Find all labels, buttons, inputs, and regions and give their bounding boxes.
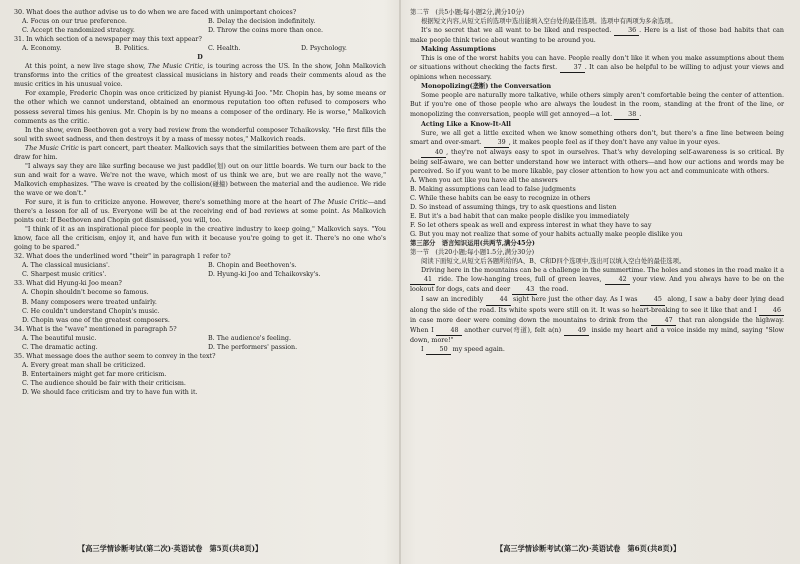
paragraph-assumptions: This is one of the worst habits you can have. People really don't like it when you make assumptions about them or situations without checking the facts first. 37 . It can also be helpful to be willing to adjust your views and opinions when necessary. — [410, 55, 784, 82]
passage-paragraph-3: In the show, even Beethoven got a very bad review from the wonderful composer Tchaikovsky. "He first fills the soul with sweet sadness, and then destroys it by a mass of messy notes," Malkovich reads. — [14, 126, 386, 143]
cloze-paragraph-1: Driving here in the mountains can be a challenge in the summertime. The holes and stones in the road make it a 41 ride. The low-hanging trees, full of green leaves, 42 your view. And you always have to be on the lookout for dogs, cats and deer 43 the road. — [410, 266, 784, 295]
option-b: B. Making assumptions can lead to false judgments — [410, 185, 576, 193]
blank-47: 47 — [651, 316, 676, 326]
question-32-stem: 32. What does the underlined word "their" in paragraph 1 refer to? — [14, 253, 231, 261]
paragraph-know-it-all: Sure, we all get a little excited when we know something others don't, but there's a fine line between being smart and over-smart. 39 , it makes people feel as if they don't have any value in your eyes. — [410, 129, 784, 148]
question-33-stem: 33. What did Hyung-ki Joo mean? — [14, 280, 122, 288]
question-30-options-row1 — [14, 17, 386, 26]
option-c: C. The dramatic acting. — [22, 343, 98, 351]
question-32-options-row1 — [14, 261, 386, 270]
blank-46: 46 — [759, 306, 784, 316]
question-31-options — [14, 44, 386, 53]
blank-39: 39 — [484, 138, 509, 148]
question-34-stem: 34. What is the "wave" mentioned in paragraph 5? — [14, 325, 177, 333]
option-a: A. The beautiful music. — [22, 334, 97, 342]
option-c: C. Accept the randomized strategy. — [22, 27, 135, 35]
option-d: D. Psychology. — [301, 45, 347, 53]
paragraph-self-awareness: 40 , they're not always easy to spot in ourselves. That's why developing self-awareness is so critical. By being self-aware, we can better understand how we interact with others—and how our actions and words may be perceived. So if you want to be more likable, pay closer attention to how you act and communicate with others. — [410, 148, 784, 175]
option-b: B. Entertainers might get far more criticism. — [22, 370, 167, 378]
blank-40: 40 — [421, 148, 446, 158]
option-d: D. The performers' passion. — [208, 343, 298, 351]
section-2-title: 第二节 (共5小题;每小题2分,满分10分) — [410, 9, 525, 16]
option-a: A. When you act like you have all the answers — [410, 176, 558, 184]
option-a: A. Every great man shall be criticized. — [22, 361, 146, 369]
question-32-options-row2 — [14, 270, 386, 279]
passage-letter: D — [197, 54, 203, 62]
cloze-paragraph-3: I 50 my speed again. — [410, 345, 784, 355]
passage-paragraph-6: For sure, it is fun to criticize anyone. However, there's something more at the heart of The Music Critic—and there's a lesson for all of us. Everyone will be at the receiving end of bad reviews at some point. As Malkovich points out: If Beethoven and Chopin got dismissed, you will, too. — [14, 198, 386, 225]
blank-49: 49 — [564, 326, 589, 336]
cloze-paragraph-2: I saw an incredibly 44 sight here just the other day. As I was 45 along, I saw a baby deer lying dead along the side of the road. Its white spots were still on it. It was so heart-breaking to see it like that and I 46 in case more deer were coming down the mountains to drink from the 47 that ran alongside the highway. When I 48 another curve(弯道), felt a(n) 49 inside my heart and a voice inside my mind, saying "Slow down, more!" — [410, 296, 785, 344]
blank-42: 42 — [605, 275, 630, 285]
subheading-monopolizing: Monopolizing(垄断) the Conversation — [421, 83, 552, 91]
left-page-footer: 【高三学情诊断考试(第二次)·英语试卷 第5页(共8页)】 — [78, 544, 263, 553]
question-30-options-row2 — [14, 26, 386, 35]
page-fold-divider — [399, 0, 401, 564]
blank-48: 48 — [436, 326, 461, 336]
option-d: D. Chopin was one of the greatest composers. — [22, 316, 170, 324]
option-c: C. While these habits can be easy to recognize in others — [410, 194, 591, 202]
blank-50: 50 — [426, 345, 451, 355]
option-b: B. Delay the decision indefinitely. — [208, 18, 316, 26]
section-1-title: 第一节 (共20小题;每小题1.5分,满分30分) — [410, 249, 535, 257]
option-e: E. But it's a bad habit that can make people dislike you immediately — [410, 213, 630, 221]
part-3-title: 第三部分 语言知识运用(共两节,满分45分) — [410, 240, 535, 248]
option-c: C. He couldn't understand Chopin's music. — [22, 307, 160, 315]
option-d: D. Throw the coins more than once. — [208, 27, 324, 35]
question-30-stem: 30. What does the author advise us to do when we are faced with unimportant choices? — [14, 9, 297, 16]
option-a: A. Chopin shouldn't become so famous. — [22, 289, 149, 297]
blank-37: 37 — [560, 63, 585, 73]
question-35-stem: 35. What message does the author seem to convey in the text? — [14, 352, 216, 360]
right-page-footer: 【高三学情诊断考试(第二次)·英语试卷 第6页(共8页)】 — [496, 544, 681, 553]
question-34-options-row1 — [14, 334, 386, 343]
subheading-making-assumptions: Making Assumptions — [421, 46, 496, 54]
seven-choice-intro: It's no secret that we all want to be liked and respected. 36 . Here is a list of those bad habits that can make people think twice about wanting to be around you. — [410, 27, 784, 45]
passage-paragraph-4: The Music Critic is part concert, part theater. Malkovich says that the similarities between them are part of the draw for him. — [14, 144, 386, 161]
option-d: D. So instead of assuming things, try to ask questions and listen — [410, 203, 617, 211]
passage-paragraph-7: "I think of it as an inspirational piece for people in the creative industry to keep going," Malkovich says. "You know, face all the criticism, enjoy it, and have fun with it because you're going to get it. There's no one who's going to be spared." — [14, 226, 386, 252]
question-31-stem: 31. In which section of a newspaper may this text appear? — [14, 36, 202, 44]
option-a: A. Focus on our true preference. — [22, 18, 127, 26]
option-b: B. Chopin and Beethoven's. — [208, 262, 297, 270]
passage-paragraph-1: At this point, a new live stage show, The Music Critic, is touring across the US. In the show, John Malkovich transforms into the critics of the greatest classical musicians in history and reads their comments aloud as the music critics in his unusual voice. — [14, 63, 386, 89]
passage-paragraph-2: For example, Frederic Chopin was once criticized by pianist Hyung-ki Joo. "Mr. Chopin has, by some means or the other which we cannot understand, obtained an enormous reputation too often refused to composers who possess several times his genius. Mr. Chopin is by no means a composer of the ordinary. He is worse," Malkovich comments as the critic. — [14, 90, 386, 125]
subheading-know-it-all: Acting Like a Know-It-All — [421, 120, 511, 128]
passage-paragraph-5: "I always say they are like surfing because we just paddle(划) out on our little boards. We turn our back to the sun and wait for a wave. We're not the wave, which most of us think we are, but we are really not the wave," Malkovich emphasizes. "The wave is created by the collision(碰撞) between the material and the audience. We ride the wave or we don't." — [14, 162, 386, 197]
option-g: G. But you may not realize that some of your habits actually make people dislike you — [410, 231, 683, 239]
question-34-options-row2 — [14, 343, 386, 352]
option-b: B. Many composers were treated unfairly. — [22, 298, 157, 306]
option-f: F. So let others speak as well and express interest in what they have to say — [410, 222, 652, 230]
blank-45: 45 — [640, 295, 665, 305]
blank-38: 38 — [614, 110, 639, 120]
left-page — [14, 8, 386, 397]
blank-41: 41 — [410, 275, 435, 285]
paragraph-monopolizing: Some people are naturally more talkative, while others simply aren't comfortable being the center of attention. But if you're one of those people who are always the loudest in the room, standing at the front of the line, or monopolizing the conversation, people will get annoyed—a lot. 38 . — [410, 91, 784, 119]
option-d: D. Hyung-ki Joo and Tchaikovsky's. — [208, 271, 321, 279]
option-a: A. The classical musicians'. — [22, 262, 110, 270]
option-a: A. Economy. — [22, 45, 62, 53]
option-b: B. The audience's feeling. — [208, 334, 291, 342]
blank-44: 44 — [486, 295, 511, 305]
option-c: C. Health. — [208, 45, 241, 53]
option-b: B. Politics. — [115, 45, 149, 53]
right-page — [410, 8, 784, 355]
option-c: C. The audience should be fair with their criticism. — [22, 379, 186, 387]
option-d: D. We should face criticism and try to have fun with it. — [22, 388, 198, 396]
blank-43: 43 — [512, 285, 537, 295]
section-1-instructions: 阅读下面短文,从短文后各题所给的A、B、C和D四个选项中,选出可以填入空白处的最佳选项。 — [421, 258, 686, 266]
blank-36: 36 — [614, 26, 639, 36]
option-c: C. Sharpest music critics'. — [22, 271, 107, 279]
section-2-instructions: 根据短文内容,从短文后的选项中选出能填入空白处的最佳选项。选项中有两项为多余选项。 — [421, 18, 677, 26]
